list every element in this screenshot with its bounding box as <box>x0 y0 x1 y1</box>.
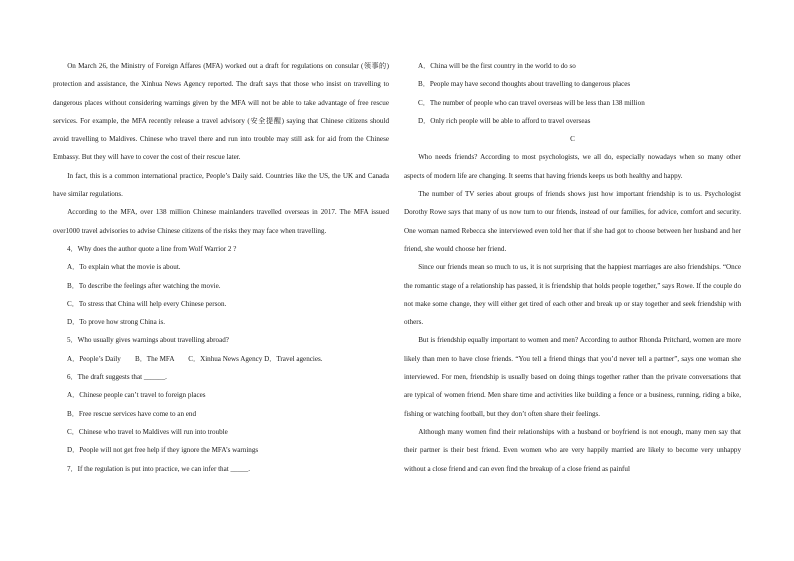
question-4-option-a: A．To explain what the movie is about. <box>67 263 181 272</box>
question-7-option-d: D．Only rich people will be able to afford to travel overseas <box>418 116 591 125</box>
question-6-option-b: B．Free rescue services have come to an end <box>67 409 197 418</box>
question-7-option-b: B．People may have second thoughts about travelling to dangerous places <box>418 80 631 89</box>
question-4-option-c: C．To stress that China will help every Chinese person. <box>67 299 227 308</box>
passage-c-paragraph-1: Who needs friends? According to most psychologists, we all do, especially nowadays when so many other aspects of modern life are changing. It seems that having friends keeps us both healthy and happy. <box>404 153 741 180</box>
passage-c-paragraph-5: Although many women find their relationships with a husband or boyfriend is not enough, many men say that their partner is their best friend. Even women who are very happily married are likely to become very unhappy without a close friend and can even find the breakup of a close friend as painful <box>404 427 741 473</box>
question-4-option-d: D．To prove how strong China is. <box>67 318 166 327</box>
passage-c-paragraph-4: But is friendship equally important to women and men? According to author Rhonda Pritchard, women are more likely than men to have close friends. “You tell a friend things that you’d never tell a partner”, says one woman she interviewed. For men, friendship is usually based on doing things together rather than the private conversations that are typical of women friend. Men share time and activities like building a fence or a business, running, riding a bike, fishing or watching football, but they don’t often share their feelings. <box>404 336 741 418</box>
right-column <box>404 57 741 478</box>
question-6-option-c: C．Chinese who travel to Maldives will run into trouble <box>67 427 228 436</box>
passage-paragraph-1: On March 26, the Ministry of Foreign Affares (MFA) worked out a draft for regulations on consular (领事的) protection and assistance, the Xinhua News Agency reported. The draft says that those who insist on travelling to dangerous places without considering warnings given by the MFA will not be able to take advantage of free rescue services. For example, the MFA recently release a travel advisory (安全提醒) saying that Chinese citizens should avoid travelling to Maldives. Chinese who travel there and run into trouble may still ask for aid from the Chinese Embassy. But they will have to cover the cost of their rescue later. <box>53 62 389 162</box>
section-heading: C <box>570 135 575 144</box>
question-7-option-c: C．The number of people who can travel overseas will be less than 138 million <box>418 98 645 107</box>
passage-paragraph-2: In fact, this is a common international practice, People’s Daily said. Countries like the US, the UK and Canada have similar regulations. <box>53 171 389 199</box>
question-6: 6．The draft suggests that ______. <box>67 373 167 382</box>
question-5-options: A．People’s Daily B．The MFA C．Xinhua News Agency D．Travel agencies. <box>67 354 323 363</box>
question-5: 5．Who usually gives warnings about travelling abroad? <box>67 336 229 345</box>
question-7-option-a: A．China will be the first country in the world to do so <box>418 62 576 70</box>
question-4-option-b: B．To describe the feelings after watching the movie. <box>67 281 221 290</box>
passage-c-paragraph-3: Since our friends mean so much to us, it is not surprising that the happiest marriages are also friendships. “Once the romantic stage of a relationship has passed, it is friendship that holds people together,” says Rowe. If the couple do not make some change, they will either get tired of each other and break up or stay together and seek friendship with others. <box>404 263 741 327</box>
left-column <box>53 57 389 478</box>
question-6-option-d: D．People will not get free help if they ignore the MFA’s warnings <box>67 446 259 455</box>
passage-paragraph-3: According to the MFA, over 138 million Chinese mainlanders travelled overseas in 2017. The MFA issued over1000 travel advisories to advise Chinese citizens of the risks they may face when travelling. <box>53 208 389 235</box>
question-6-option-a: A．Chinese people can’t travel to foreign places <box>67 391 206 400</box>
question-7: 7．If the regulation is put into practice, we can infer that _____. <box>67 464 250 473</box>
question-4: 4．Why does the author quote a line from Wolf Warrior 2 ? <box>67 244 237 253</box>
passage-c-paragraph-2: The number of TV series about groups of friends shows just how important friendship is to us. Psychologist Dorothy Rowe says that many of us now turn to our friends, instead of our families, for advice, comfort and security. One woman named Rebecca she interviewed even told her that if she had got to choose between her husband and her friend, she would choose her friend. <box>404 190 741 253</box>
